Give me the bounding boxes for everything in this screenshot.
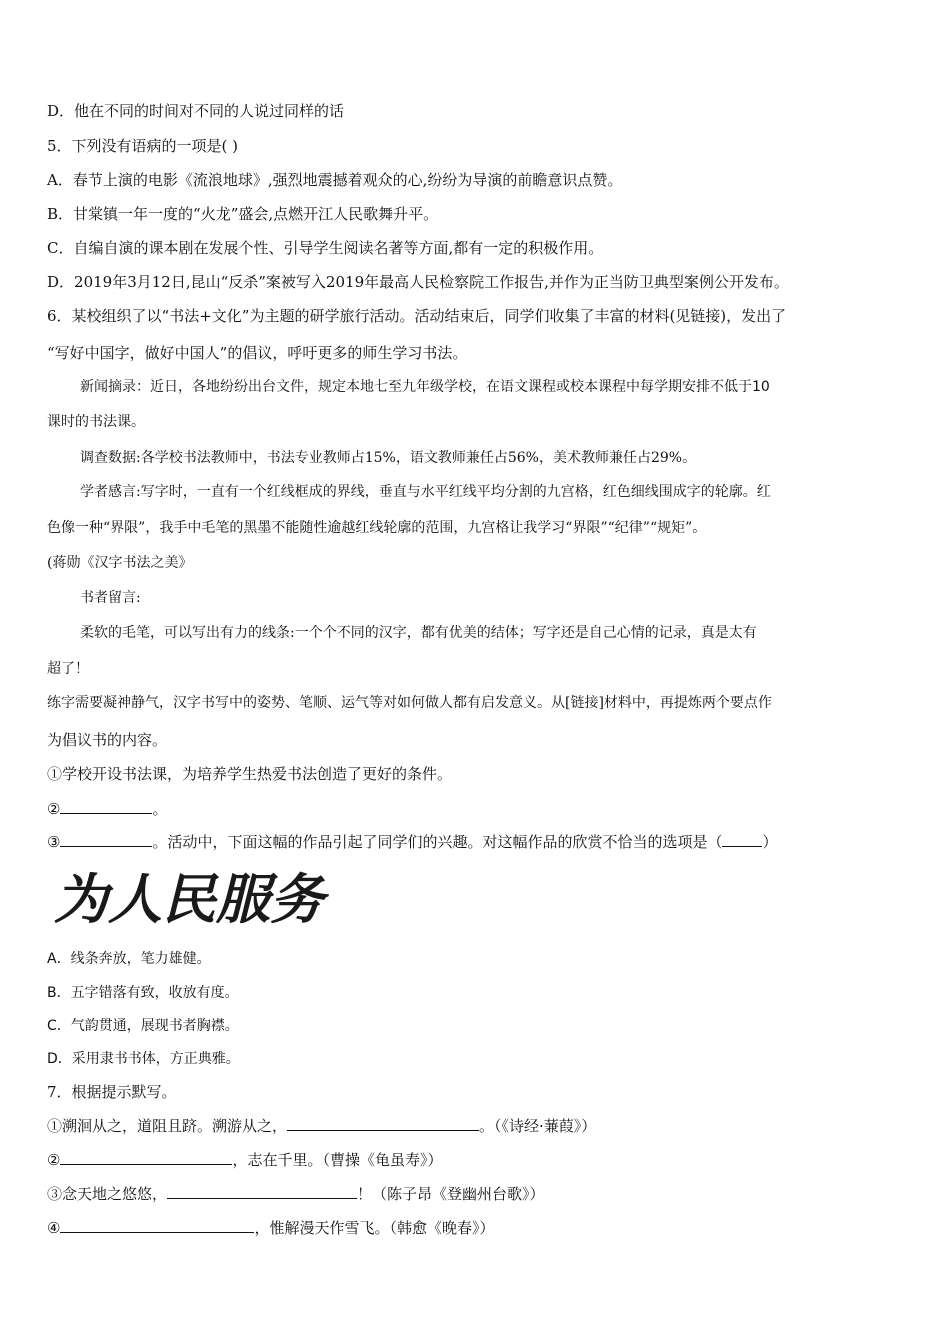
q6-survey: 调查数据:各学校书法教师中，书法专业教师占15%，语文教师兼任占56%，美术教师兼任占29%。 xyxy=(80,450,697,466)
q7-line3-suffix: ！（陈子昂《登幽州台歌》） xyxy=(357,1185,545,1203)
q7-line4-suffix: ，惟解漫天作雪飞。（韩愈《晚春》） xyxy=(254,1219,495,1237)
q7-line3-blank[interactable] xyxy=(167,1182,357,1199)
q6-calligrapher-title: 书者留言: xyxy=(80,590,141,606)
q7-line1-prefix: ①溯洄从之，道阻且跻。溯游从之， xyxy=(47,1117,288,1135)
q6-point3-end: ） xyxy=(762,833,778,851)
q6-option-b: B．五字错落有致，收放有度。 xyxy=(47,985,239,1001)
q5-option-d: D．2019年3月12日,昆山“反杀”案被写入2019年最高人民检察院工作报告,并作为正当防卫典型案例公开发布。 xyxy=(47,273,789,291)
q5-option-c: C．自编自演的课本剧在发展个性、引导学生阅读名著等方面,都有一定的积极作用。 xyxy=(47,239,604,257)
q6-option-a: A．线条奔放，笔力雄健。 xyxy=(47,951,211,967)
q7-line4 xyxy=(47,1216,910,1239)
q5-option-b: B．甘棠镇一年一度的“火龙”盛会,点燃开江人民歌舞升平。 xyxy=(47,205,439,223)
q6-point3-prefix: ③ xyxy=(47,833,61,851)
q6-scholar-line1: 学者感言:写字时，一直有一个红线框成的界线，垂直与水平红线平均分割的九宫格，红色细线围成字的轮廓。红 xyxy=(80,484,771,500)
q6-stem-line1: 6．某校组织了以“书法+文化”为主题的研学旅行活动。活动结束后，同学们收集了丰富的材料(见链接)，发出了 xyxy=(47,307,787,325)
q7-line4-blank[interactable] xyxy=(60,1216,254,1233)
q5-stem: 5．下列没有语病的一项是( ) xyxy=(47,137,239,155)
q7-line3-prefix: ③念天地之悠悠， xyxy=(47,1185,168,1203)
q7-line4-prefix: ④ xyxy=(47,1219,61,1237)
q6-stem-line2: “写好中国字，做好中国人”的倡议，呼吁更多的师生学习书法。 xyxy=(47,344,468,362)
q6-point3 xyxy=(47,830,910,853)
q7-line3 xyxy=(47,1182,910,1205)
q6-scholar-source: (蒋勋《汉字书法之美》 xyxy=(47,555,193,571)
q7-line2 xyxy=(47,1148,910,1171)
q6-point3-blank[interactable] xyxy=(60,830,152,847)
q6-news-line1: 新闻摘录：近日，各地纷纷出台文件，规定本地七至九年级学校，在语文课程或校本课程中每学期安排不低于10 xyxy=(80,379,770,395)
q4-option-d: D．他在不同的时间对不同的人说过同样的话 xyxy=(47,102,345,120)
q6-point1: ①学校开设书法课，为培养学生热爱书法创造了更好的条件。 xyxy=(47,765,453,783)
q7-line2-suffix: ，志在千里。（曹操《龟虽寿》） xyxy=(232,1151,443,1169)
q7-line1-suffix: 。（《诗经·蒹葭》） xyxy=(479,1117,597,1135)
q6-calligrapher-line2: 超了！ xyxy=(47,661,89,677)
q6-option-c: C．气韵贯通，展现书者胸襟。 xyxy=(47,1018,239,1034)
q6-point2-blank[interactable] xyxy=(60,797,152,814)
q6-point2-prefix: ② xyxy=(47,800,61,818)
q5-option-a: A．春节上演的电影《流浪地球》,强烈地震撼着观众的心,纷纷为导演的前瞻意识点赞。 xyxy=(47,171,623,189)
q6-calligrapher-line1: 柔软的毛笔，可以写出有力的线条:一个个不同的汉字，都有优美的结体；写字还是自己心情的记录，真是太有 xyxy=(80,625,757,641)
q6-task-line1: 练字需要凝神静气，汉字书写中的姿势、笔顺、运气等对如何做人都有启发意义。从[链接]材料中，再提炼两个要点作 xyxy=(47,695,772,711)
q7-line1-blank[interactable] xyxy=(287,1114,479,1131)
q6-scholar-line2: 色像一种“界限”，我手中毛笔的黑墨不能随性逾越红线轮廓的范围，九宫格让我学习“界限”“纪律”“规矩”。 xyxy=(47,520,707,536)
calligraphy-text: 为人民服务 xyxy=(54,867,330,931)
q6-point3-suffix: 。活动中，下面这幅的作品引起了同学们的兴趣。对这幅作品的欣赏不恰当的选项是（ xyxy=(152,833,723,851)
q6-task-line2: 为倡议书的内容。 xyxy=(47,731,168,749)
q6-news-line2: 课时的书法课。 xyxy=(47,414,145,430)
calligraphy-image xyxy=(50,862,330,934)
q7-line2-blank[interactable] xyxy=(60,1148,232,1165)
q6-answer-blank[interactable] xyxy=(722,830,762,847)
q6-option-d: D．采用隶书书体，方正典雅。 xyxy=(47,1051,240,1067)
q7-line2-prefix: ② xyxy=(47,1151,61,1169)
q6-point2 xyxy=(47,797,910,820)
q6-point2-suffix: 。 xyxy=(152,800,168,818)
q7-line1 xyxy=(47,1114,910,1137)
q7-stem: 7．根据提示默写。 xyxy=(47,1083,177,1101)
